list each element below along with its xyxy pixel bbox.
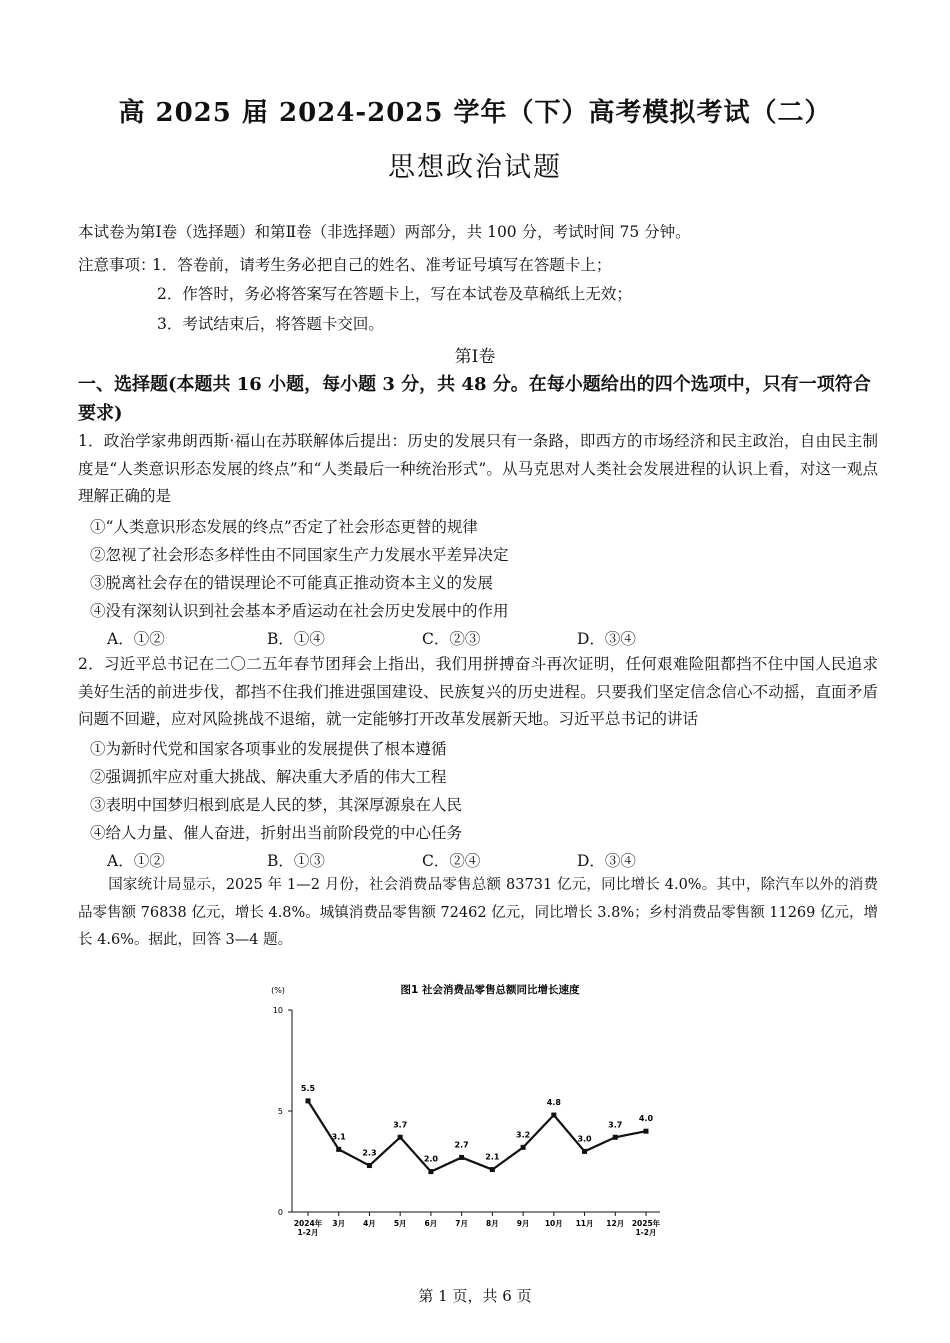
chart-x-tick-label: 6月 bbox=[424, 1219, 438, 1228]
question-2-choice-a: A．①② bbox=[107, 852, 165, 870]
exam-title: 高 2025 届 2024-2025 学年（下）高考模拟考试（二） bbox=[118, 98, 832, 128]
question-2-stem: 2．习近平总书记在二〇二五年春节团拜会上指出，我们用拼搏奋斗再次证明，任何艰难险阻都挡不住中国人民追求美好生活的前进步伐，都挡不住我们推进强国建设、民族复兴的历史进程。只要我们坚定信念信心不动摇，直面矛盾问题不回避，应对风险挑战不退缩，就一定能够打开改革发展新天地。习近平总书记的讲话 bbox=[78, 655, 878, 728]
question-2-choice-d: D．③④ bbox=[577, 852, 636, 870]
subject-title: 思想政治试题 bbox=[388, 152, 562, 183]
chart-x-tick-label: 8月 bbox=[486, 1219, 499, 1228]
chart-point bbox=[336, 1147, 341, 1152]
question-1-choice-a: A．①② bbox=[107, 630, 165, 648]
chart-point bbox=[582, 1149, 587, 1154]
chart-ylabel: (%) bbox=[271, 986, 285, 995]
question-2-statement: ②强调抓牢应对重大挑战、解决重大矛盾的伟大工程 bbox=[90, 768, 447, 786]
chart-title: 图1 社会消费品零售总额同比增长速度 bbox=[400, 984, 580, 996]
question-1-statement: ④没有深刻认识到社会基本矛盾运动在社会历史发展中的作用 bbox=[90, 602, 509, 620]
chart-data-label: 4.0 bbox=[638, 1114, 654, 1124]
question-2-statement: ④给人力量、催人奋进，折射出当前阶段党的中心任务 bbox=[90, 824, 463, 842]
section-title: 一、选择题(本题共 16 小题，每小题 3 分，共 48 分。在每小题给出的四个选项中，只有一项符合要求) bbox=[78, 374, 871, 424]
chart-x-tick-label: 9月 bbox=[516, 1219, 530, 1228]
chart-data-label: 3.0 bbox=[577, 1134, 592, 1144]
exam-intro: 本试卷为第Ⅰ卷（选择题）和第Ⅱ卷（非选择题）两部分，共 100 分，考试时间 75 分钟。 bbox=[78, 223, 691, 241]
chart-x-tick-label: 4月 bbox=[363, 1219, 376, 1228]
chart-data-label: 2.3 bbox=[362, 1148, 377, 1158]
chart-point bbox=[551, 1113, 556, 1118]
question-1-statement: ①“人类意识形态发展的终点”否定了社会形态更替的规律 bbox=[90, 518, 478, 536]
chart-point bbox=[367, 1163, 372, 1168]
question-2-choice-b: B．①③ bbox=[267, 852, 325, 870]
chart-data-label: 2.7 bbox=[454, 1140, 469, 1150]
question-1-stem: 1．政治学家弗朗西斯·福山在苏联解体后提出：历史的发展只有一条路，即西方的市场经济和民主政治，自由民主制度是“人类意识形态发展的终点”和“人类最后一种统治形式”。从马克思对人类社会发展进程的认识上看，对这一观点理解正确的是 bbox=[78, 432, 878, 505]
chart-data-label: 3.7 bbox=[393, 1120, 408, 1130]
question-1-choice-c: C．②③ bbox=[422, 630, 481, 648]
chart-data-label: 2.1 bbox=[485, 1152, 500, 1162]
chart-x-tick-label: 5月 bbox=[393, 1219, 407, 1228]
question-1-choice-d: D．③④ bbox=[577, 630, 636, 648]
chart-data-label: 3.1 bbox=[331, 1132, 346, 1142]
chart-point bbox=[613, 1135, 618, 1140]
chart-point bbox=[398, 1135, 403, 1140]
notice-label: 注意事项： bbox=[78, 256, 156, 274]
chart-y-tick-label: 10 bbox=[272, 1006, 283, 1015]
question-2-statement: ③表明中国梦归根到底是人民的梦，其深厚源泉在人民 bbox=[90, 796, 463, 814]
chart-x-tick-label: 12月 bbox=[606, 1219, 625, 1228]
chart-point bbox=[306, 1098, 311, 1103]
question-1-choice-b: B．①④ bbox=[267, 630, 325, 648]
chart-data-label: 5.5 bbox=[300, 1083, 316, 1093]
question-2-choice-c: C．②④ bbox=[422, 852, 481, 870]
chart-point bbox=[459, 1155, 464, 1160]
chart-y-tick-label: 0 bbox=[277, 1208, 283, 1217]
chart-point bbox=[644, 1129, 649, 1134]
chart-x-tick-label: 10月 bbox=[544, 1219, 563, 1228]
part-title: 第Ⅰ卷 bbox=[454, 347, 496, 367]
line-chart bbox=[240, 975, 700, 1255]
chart-y-tick-label: 5 bbox=[277, 1107, 283, 1116]
question-1-statement: ②忽视了社会形态多样性由不同国家生产力发展水平差异决定 bbox=[90, 546, 509, 564]
chart-data-label: 3.2 bbox=[516, 1130, 531, 1140]
chart-x-tick-label: 7月 bbox=[455, 1219, 468, 1228]
question-1-statement: ③脱离社会存在的错误理论不可能真正推动资本主义的发展 bbox=[90, 574, 494, 592]
question-2-statement: ①为新时代党和国家各项事业的发展提供了根本遵循 bbox=[90, 740, 447, 758]
chart-data-label: 4.8 bbox=[546, 1098, 561, 1108]
chart-x-tick-label: 2024年 1-2月 bbox=[293, 1219, 323, 1237]
chart-data-label: 3.7 bbox=[608, 1120, 623, 1130]
chart-x-tick-label: 3月 bbox=[332, 1219, 346, 1228]
notice-item: 2．作答时，务必将答案写在答题卡上，写在本试卷及草稿纸上无效； bbox=[157, 285, 632, 303]
chart-x-tick-label: 11月 bbox=[575, 1219, 594, 1228]
chart-x-tick-label: 2025年 1-2月 bbox=[631, 1219, 661, 1237]
chart-point bbox=[428, 1169, 433, 1174]
material-passage: 国家统计局显示，2025 年 1—2 月份，社会消费品零售总额 83731 亿元，同比增长 4.0%。其中，除汽车以外的消费品零售额 76838 亿元，增长 4.8%。城镇消费品零售额 72462 亿元，同比增长 3.8%；乡村消费品零售额 11269 亿元，增长 4.6%。据此，回答 3—4 题。 bbox=[78, 877, 878, 948]
chart-data-label: 2.0 bbox=[423, 1154, 438, 1164]
notice-item: 1．答卷前，请考生务必把自己的姓名、准考证号填写在答题卡上； bbox=[152, 256, 612, 274]
page-footer: 第 1 页，共 6 页 bbox=[418, 1287, 532, 1305]
notice-item: 3．考试结束后，将答题卡交回。 bbox=[157, 315, 384, 333]
chart-canvas bbox=[240, 975, 700, 1255]
chart-point bbox=[521, 1145, 526, 1150]
chart-point bbox=[490, 1167, 495, 1172]
chart-series-line bbox=[308, 1101, 646, 1172]
